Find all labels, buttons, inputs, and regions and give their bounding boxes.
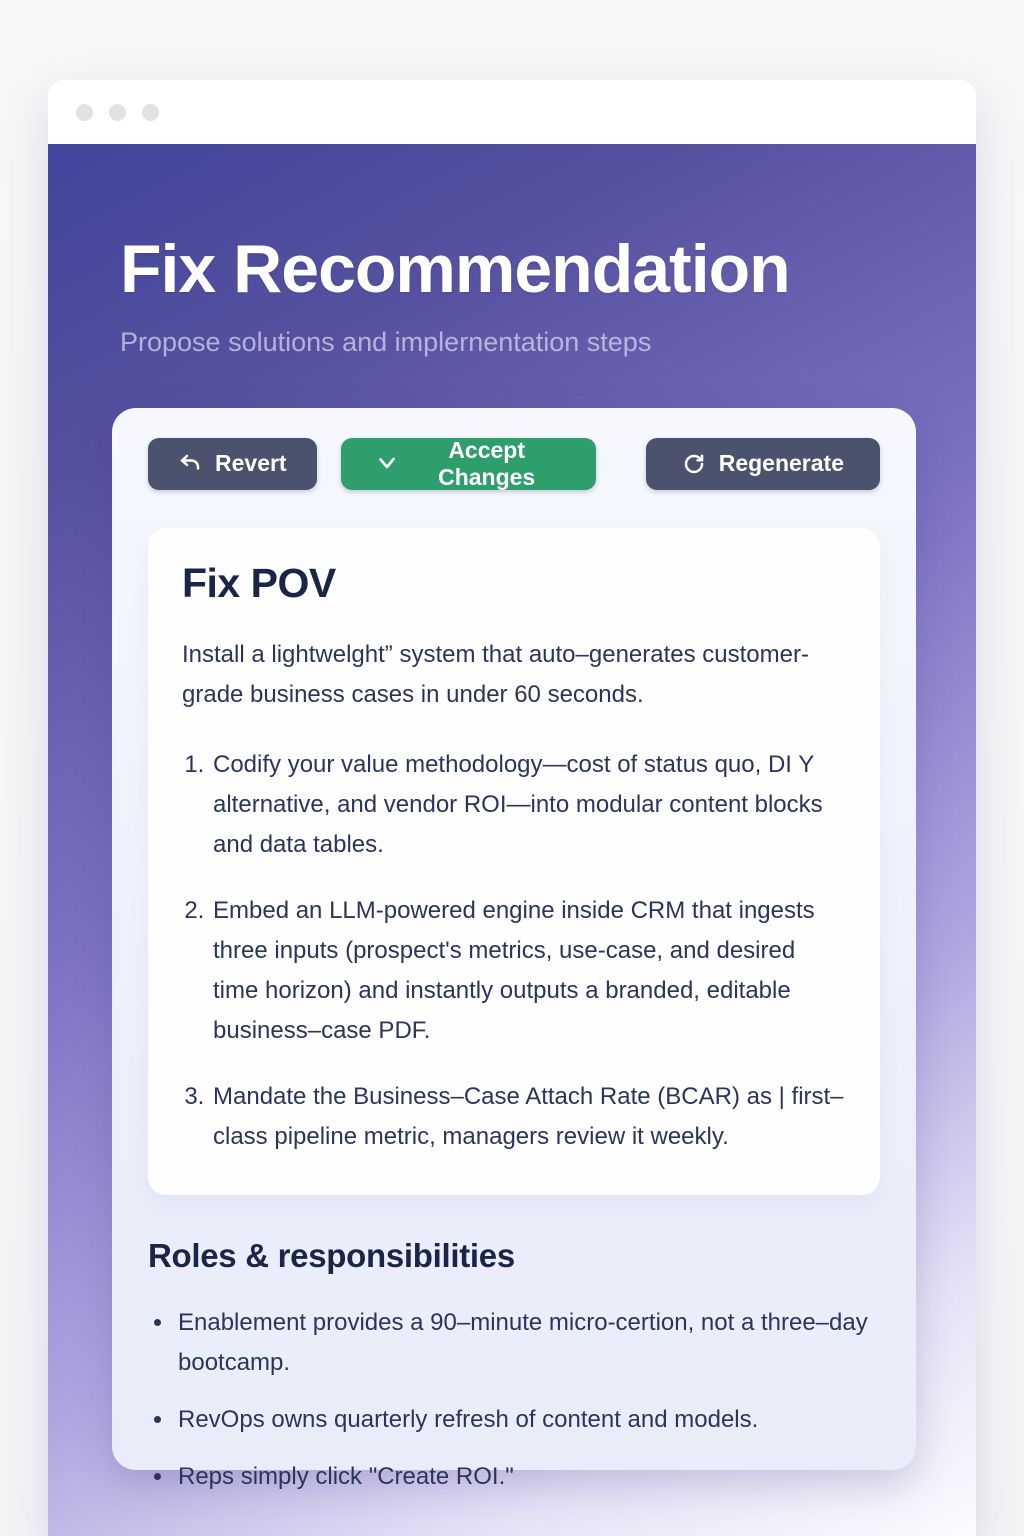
list-item: • Enablement provides a 90–minute micro-certion, not a three–day bootcamp. bbox=[175, 1303, 880, 1383]
list-item: 1. Codify your value methodology—cost of status quo, DI Y alternative, and vendor ROI—into modular content blocks and data tables. bbox=[211, 745, 846, 865]
hero-section bbox=[48, 144, 976, 1536]
toolbar bbox=[148, 438, 880, 490]
roles-list bbox=[148, 1303, 880, 1497]
window-control-dot[interactable] bbox=[142, 104, 159, 121]
page-subtitle: Propose solutions and implernentation steps bbox=[120, 326, 652, 357]
app-window bbox=[48, 80, 976, 1536]
fix-pov-heading: Fix POV bbox=[182, 559, 336, 606]
accept-changes-button[interactable] bbox=[341, 438, 596, 490]
regenerate-button[interactable] bbox=[646, 438, 880, 490]
list-item: • Reps simply click "Create ROI." bbox=[175, 1457, 880, 1497]
page-title: Fix Recommendation bbox=[120, 231, 790, 307]
revert-button-label: Revert bbox=[215, 450, 287, 477]
revert-button[interactable] bbox=[148, 438, 317, 490]
refresh-arrow-icon bbox=[682, 452, 706, 476]
window-control-dot[interactable] bbox=[76, 104, 93, 121]
window-titlebar bbox=[48, 80, 976, 144]
roles-heading: Roles & responsibilities bbox=[148, 1236, 515, 1274]
window-control-dot[interactable] bbox=[109, 104, 126, 121]
regenerate-button-label: Regenerate bbox=[718, 450, 844, 477]
recommendation-panel bbox=[112, 408, 916, 1490]
list-item: • RevOps owns quarterly refresh of content and models. bbox=[175, 1400, 880, 1440]
accept-changes-button-label: Accept Changes bbox=[438, 436, 536, 490]
list-item: 2. Embed an LLM-powered engine inside CRM that ingests three inputs (prospect's metrics, use-case, and desired time horizon) and instantly outputs a branded, editable business–case PDF. bbox=[211, 891, 846, 1051]
checkmark-icon bbox=[375, 452, 399, 476]
fix-pov-steps-list bbox=[182, 745, 846, 1157]
fix-pov-card bbox=[148, 528, 880, 1195]
undo-arrow-icon bbox=[178, 452, 202, 476]
list-item: 3. Mandate the Business–Case Attach Rate (BCAR) as | first–class pipeline metric, managers review it weekly. bbox=[211, 1077, 846, 1157]
fix-pov-intro: Install a lightwelght” system that auto–generates customer-grade business cases in under 60 seconds. bbox=[182, 640, 809, 708]
